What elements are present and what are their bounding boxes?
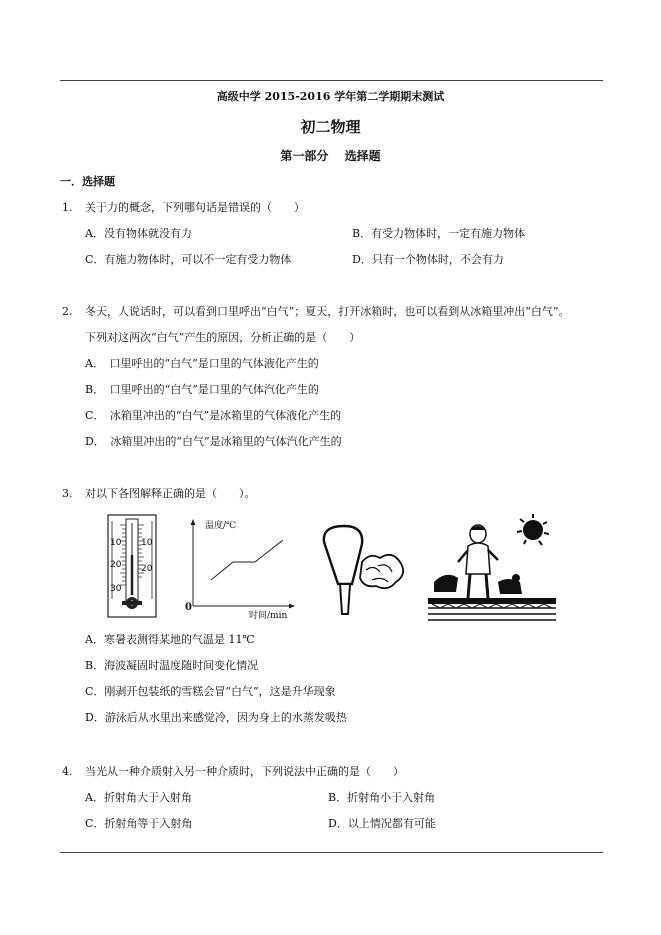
q1-number: 1. xyxy=(62,201,73,214)
q2-number: 2. xyxy=(62,305,73,318)
ice-cream-figure xyxy=(318,522,408,620)
graph-y-label: 温度/℃ xyxy=(205,521,237,531)
q3-option-c: C．刚剥开包装纸的雪糕会冒“白气”，这是升华现象 xyxy=(85,685,336,698)
bottom-rule xyxy=(60,852,603,853)
q1-option-a: A．没有物体就没有力 xyxy=(85,227,192,240)
top-rule xyxy=(60,80,603,81)
q2-option-b: B． 口里呼出的“白气”是口里的气体汽化产生的 xyxy=(85,383,319,396)
q4-number: 4. xyxy=(62,765,73,778)
q3-option-a: A．寒暑表测得某地的气温是 11℃ xyxy=(85,633,255,646)
q2-option-c: C． 冰箱里冲出的“白气”是冰箱里的气体液化产生的 xyxy=(85,409,342,422)
q4-option-d: D．以上情况都有可能 xyxy=(328,817,436,830)
temperature-graph-figure xyxy=(183,518,298,620)
q1-stem: 关于力的概念，下列哪句话是错误的（ ） xyxy=(85,201,305,214)
q4-option-b: B．折射角小于入射角 xyxy=(328,791,436,804)
q1-option-d: D．只有一个物体时，不会有力 xyxy=(352,253,504,266)
thermo-tick-left-20: 20 xyxy=(110,560,122,570)
q2-stem-line1: 冬天，人说话时，可以看到口里呼出“白气”；夏天，打开冰箱时，也可以看到从冰箱里冲出“白气”。 xyxy=(85,305,570,318)
q3-option-d: D．游泳后从水里出来感觉冷，因为身上的水蒸发吸热 xyxy=(85,711,347,724)
thermometer-figure xyxy=(108,515,156,617)
q2-stem-line2: 下列对这两次“白气”产生的原因，分析正确的是（ ） xyxy=(85,331,361,344)
q4-stem: 当光从一种介质射入另一种介质时，下列说法中正确的是（ ） xyxy=(85,765,404,778)
thermo-tick-right-20: 20 xyxy=(141,564,153,574)
graph-origin-label: 0 xyxy=(185,602,192,613)
thermo-tick-left-10: 10 xyxy=(110,538,122,548)
school-title: 高级中学 2015-2016 学年第二学期期末测试 xyxy=(216,90,445,103)
q3-stem: 对以下各图解释正确的是（ ）。 xyxy=(85,487,256,500)
q1-option-b: B．有受力物体时，一定有施力物体 xyxy=(352,227,526,240)
q2-option-d: D． 冰箱里冲出的“白气”是冰箱里的气体汽化产生的 xyxy=(85,435,342,448)
thermo-tick-left-30: 30 xyxy=(110,584,122,594)
swimmer-figure xyxy=(428,512,556,624)
section-title: 一．选择题 xyxy=(60,175,115,188)
q2-option-a: A． 口里呼出的“白气”是口里的气体液化产生的 xyxy=(85,357,319,370)
q3-number: 3. xyxy=(62,487,73,500)
thermo-tick-right-10: 10 xyxy=(141,538,153,548)
subject-title: 初二物理 xyxy=(300,118,361,136)
q3-option-b: B．海波凝固时温度随时间变化情况 xyxy=(85,659,259,672)
q1-option-c: C．有施力物体时，可以不一定有受力物体 xyxy=(85,253,292,266)
q4-option-c: C．折射角等于入射角 xyxy=(85,817,193,830)
q4-option-a: A．折射角大于入射角 xyxy=(85,791,192,804)
graph-x-label: 时间/min xyxy=(249,611,288,621)
part-title: 第一部分 选择题 xyxy=(280,149,381,163)
